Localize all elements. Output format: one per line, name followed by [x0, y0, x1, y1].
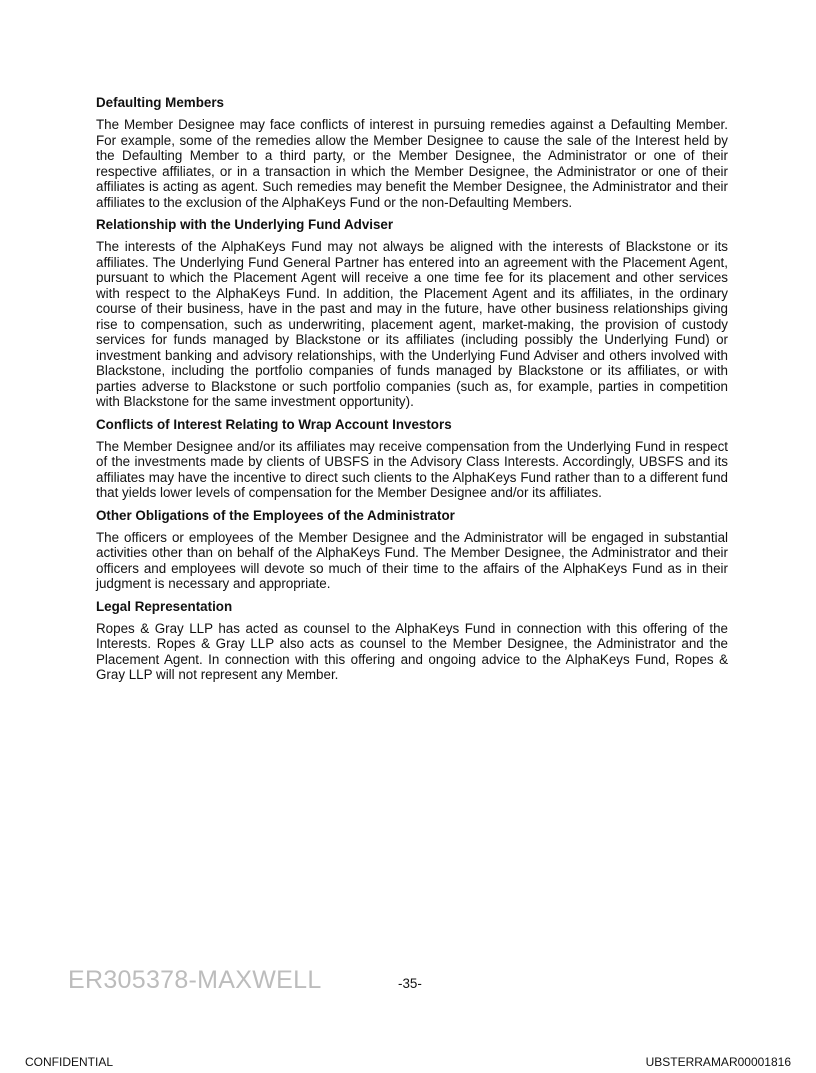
section-other-obligations — [96, 507, 728, 592]
section-legal-representation — [96, 598, 728, 683]
document-stamp: ER305378-MAXWELL — [68, 966, 322, 994]
section-heading: Other Obligations of the Employees of the Administrator — [96, 507, 455, 523]
section-defaulting-members — [96, 94, 728, 210]
section-heading: Relationship with the Underlying Fund Adviser — [96, 217, 394, 232]
section-relationship-underlying-fund-adviser — [96, 216, 728, 410]
confidential-label: CONFIDENTIAL — [25, 1055, 114, 1069]
section-wrap-account-conflicts — [96, 416, 728, 501]
bates-number: UBSTERRAMAR00001816 — [645, 1055, 791, 1069]
section-paragraph: The officers or employees of the Member Designee and the Administrator will be engaged in substantial activities other than on behalf of the AlphaKeys Fund. The Member Designee, the Administrator and their officers and employees will devote so much of their time to the affairs of the AlphaKeys Fund as in their judgment is necessary and appropriate. — [96, 529, 728, 591]
document-body — [96, 94, 728, 689]
section-paragraph: The interests of the AlphaKeys Fund may not always be aligned with the interests of Blackstone or its affiliates. The Underlying Fund General Partner has entered into an agreement with the Placement Agent, pursuant to which the Placement Agent will receive a one time fee for its placement and other services with respect to the AlphaKeys Fund. In addition, the Placement Agent and its affiliates, in the ordinary course of their business, have in the past and may in the future, have other business relationships giving rise to compensation, such as underwriting, placement agent, market-making, the provision of custody services for funds managed by Blackstone or its affiliates (including possibly the Underlying Fund) or investment banking and advisory relationships, with the Underlying Fund Adviser and others involved with Blackstone, including the portfolio companies of funds managed by Blackstone or its affiliates, or with parties adverse to Blackstone or such portfolio companies (such as, for example, parties in competition with Blackstone for the same investment opportunity). — [96, 239, 728, 409]
section-heading: Conflicts of Interest Relating to Wrap Account Investors — [96, 416, 452, 432]
section-paragraph: Ropes & Gray LLP has acted as counsel to the AlphaKeys Fund in connection with this offering of the Interests. Ropes & Gray LLP also acts as counsel to the Member Designee, the Administrator and the Placement Agent. In connection with this offering and ongoing advice to the AlphaKeys Fund, Ropes & Gray LLP will not represent any Member. — [96, 620, 728, 682]
section-paragraph: The Member Designee may face conflicts of interest in pursuing remedies against a Defaulting Member. For example, some of the remedies allow the Member Designee to cause the sale of the Interest held by the Defaulting Member to a third party, or the Member Designee, the Administrator or one of their respective affiliates, or in a transaction in which the Member Designee, the Administrator or one of their affiliates is acting as agent. Such remedies may benefit the Member Designee, the Administrator and their affiliates to the exclusion of the AlphaKeys Fund or the non-Defaulting Members. — [96, 117, 728, 210]
section-heading: Legal Representation — [96, 598, 233, 614]
section-paragraph: The Member Designee and/or its affiliates may receive compensation from the Underlying Fund in respect of the investments made by clients of UBSFS in the Advisory Class Interests. Accordingly, UBSFS and its affiliates may have the incentive to direct such clients to the AlphaKeys Fund rather than to a different fund that yields lower levels of compensation for the Member Designee and/or its affiliates. — [96, 438, 728, 500]
page-number: -35- — [398, 976, 422, 991]
section-heading: Defaulting Members — [96, 95, 224, 110]
